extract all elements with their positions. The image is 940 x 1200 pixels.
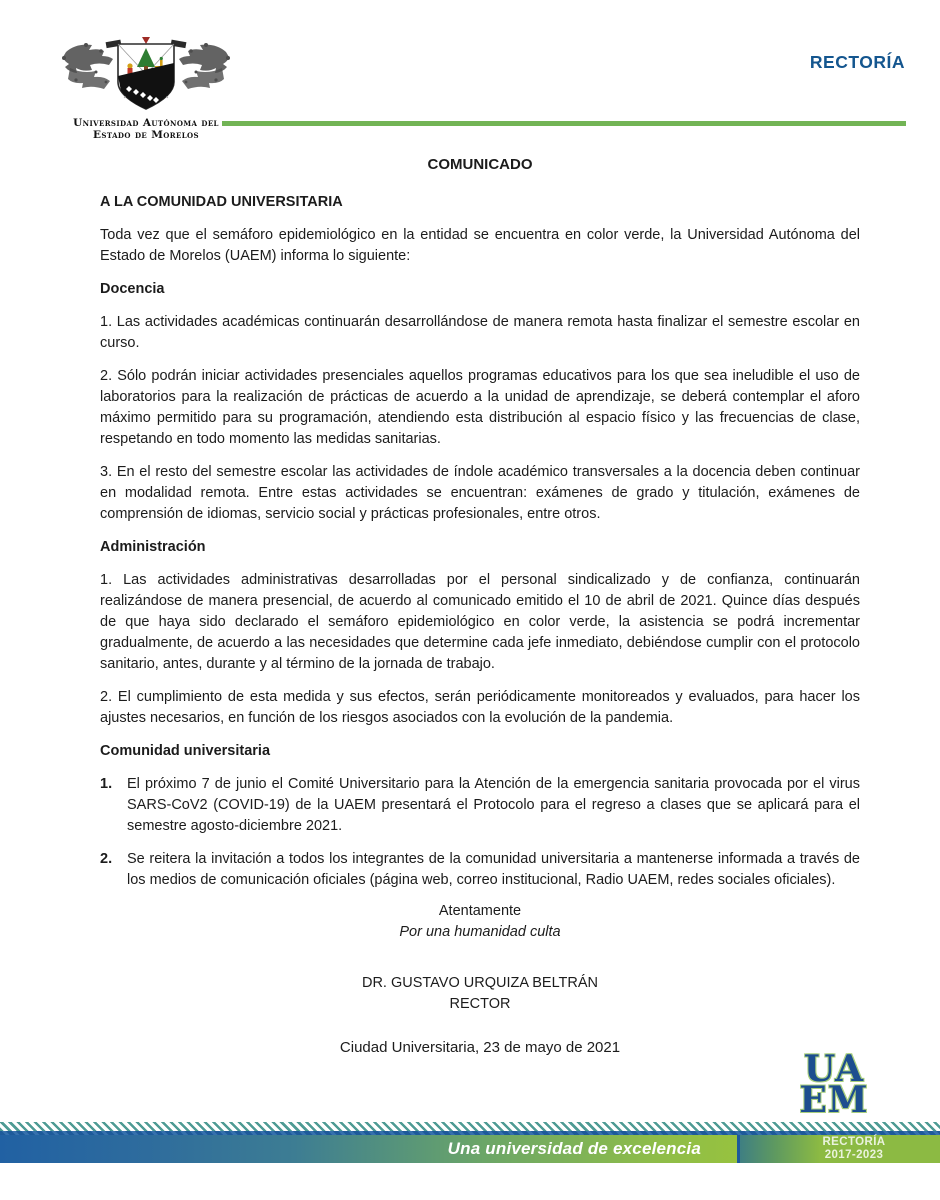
signatory-name: DR. GUSTAVO URQUIZA BELTRÁN [361, 975, 599, 991]
university-crest-icon [54, 36, 238, 116]
section-heading-docencia: Docencia [100, 281, 165, 297]
section-heading-administracion: Administración [100, 539, 206, 555]
footer-slogan: Una universidad de excelencia [447, 1139, 701, 1158]
salutation: A LA COMUNIDAD UNIVERSITARIA [100, 194, 343, 210]
document-title: COMUNICADO [427, 156, 533, 173]
administracion-item-1: 1. Las actividades administrativas desarrolladas por el personal sindicalizado y de confianza, continuarán realizándose de manera presencial, de acuerdo al comunicado emitido el 10 de abril de 2021. Quince días después de que haya sido declarado el semáforo epidemiológico en color verde, la asistencia se podrá incrementar gradualmente, de acuerdo a las necesidades que determine cada jefe inmediato, debiéndose cumplir con el protocolo sanitario, antes, durante y al término de la jornada de trabajo. [100, 572, 860, 672]
university-name-line2: Estado de Morelos [93, 128, 199, 141]
header-divider [222, 121, 906, 126]
dateline: Ciudad Universitaria, 23 de mayo de 2021 [339, 1039, 621, 1056]
docencia-item-1: 1. Las actividades académicas continuarán desarrollándose de manera remota hasta finalizar el semestre escolar en curso. [100, 314, 860, 351]
university-name-line1: Universidad Autónoma del [73, 117, 219, 129]
wordmark-line2: EM [799, 1079, 869, 1121]
list-number: 2. [100, 851, 113, 867]
comunidad-item-2 [100, 849, 860, 891]
footer-hatch-stripe [0, 1122, 940, 1131]
department-label: RECTORÍA [809, 52, 905, 72]
badge-line2: 2017-2023 [824, 1149, 884, 1161]
list-text: El próximo 7 de junio el Comité Universitario para la Atención de la emergencia sanitaria provocada por el virus SARS-CoV2 (COVID-19) de la UAEM presentará el Protocolo para el regreso a clases que se aplicará para el semestre agosto-diciembre 2021. [127, 776, 860, 834]
closing-salute: Atentamente [438, 903, 522, 919]
docencia-item-2: 2. Sólo podrán iniciar actividades presenciales aquellos programas educativos para los que sea ineludible el uso de laboratorios para la realización de prácticas de acuerdo a la unidad de aprendizaje, se deberá contemplar el aforo máximo permitido para su programación, atendiendo esta distribución al espacio físico y las frecuencias de clase, respetando en todo momento las medidas sanitarias. [100, 368, 860, 447]
uaem-wordmark-logo [789, 1048, 879, 1121]
university-logo [54, 36, 238, 141]
list-number: 1. [100, 776, 113, 792]
footer-banner [0, 1122, 940, 1163]
badge-line1: RECTORÍA [822, 1136, 886, 1148]
signatory-role: RECTOR [449, 996, 511, 1012]
footer-rectoria-badge [740, 1135, 940, 1163]
comunidad-item-1 [100, 774, 860, 837]
closing-block [100, 901, 860, 1058]
administracion-item-2: 2. El cumplimiento de esta medida y sus efectos, serán periódicamente monitoreados y evaluados, para hacer los ajustes necesarios, en función de los riesgos asociados con la evolución de la pandemia. [100, 689, 860, 726]
docencia-item-3: 3. En el resto del semestre escolar las actividades de índole académico transversales a la docencia deben continuar en modalidad remota. Entre estas actividades se encuentran: exámenes de grado y titulación, exámenes de comprensión de idiomas, servicio social y prácticas profesionales, entre otros. [100, 464, 860, 522]
document-body [100, 154, 860, 1058]
wordmark-line1: UA [803, 1048, 865, 1090]
list-text: Se reitera la invitación a todos los integrantes de la comunidad universitaria a mantenerse informada a través de los medios de comunicación oficiales (página web, correo institucional, Radio UAEM, redes sociales oficiales). [127, 851, 860, 888]
closing-motto: Por una humanidad culta [399, 924, 561, 940]
footer-gradient-band [0, 1135, 740, 1163]
intro-paragraph: Toda vez que el semáforo epidemiológico en la entidad se encuentra en color verde, la Universidad Autónoma del Estado de Morelos (UAEM) informa lo siguiente: [100, 227, 860, 264]
section-heading-comunidad: Comunidad universitaria [100, 743, 271, 759]
